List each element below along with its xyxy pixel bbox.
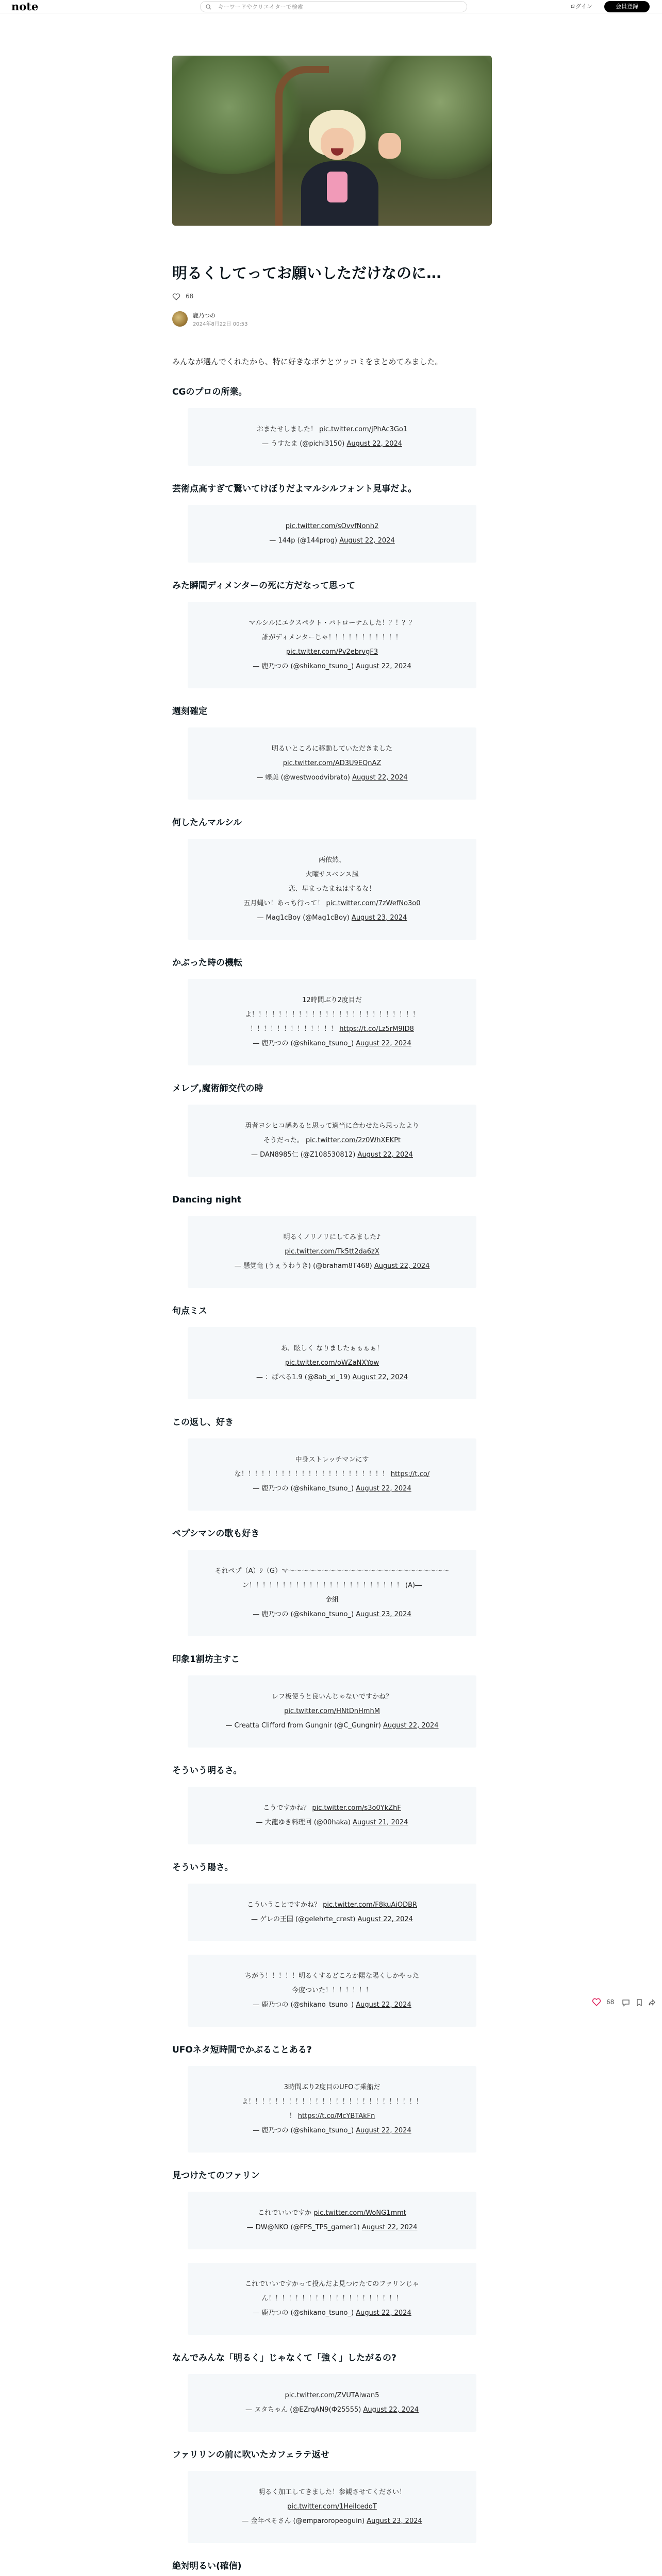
article-section	[172, 2448, 492, 2543]
section-heading: メレブ,魔術師交代の時	[172, 1083, 263, 1094]
section-heading: Dancing night	[172, 1195, 242, 1205]
search-box[interactable]	[200, 1, 467, 12]
embedded-tweet[interactable]	[188, 1884, 476, 1941]
embedded-tweet[interactable]	[188, 2192, 476, 2249]
tweet-date-link[interactable]: August 22, 2024	[352, 1374, 408, 1381]
tweet-text: ！！！！！！！！！！！！！	[250, 1025, 340, 1033]
article-section	[172, 1193, 492, 1288]
tweet-attribution	[210, 1719, 454, 1733]
tweet-author: — DW@NKO (@FPS_TPS_gamer1)	[246, 2224, 362, 2231]
tweet-text: ちがう！！！！！明るくするどころか陽な陽くしかやった	[244, 1972, 419, 1980]
tweet-text-line	[210, 853, 454, 868]
tweet-attribution	[210, 1816, 454, 1830]
tweet-date-link[interactable]: August 22, 2024	[356, 663, 411, 670]
tweet-media-link[interactable]: pic.twitter.com/oWZaNXYow	[285, 1359, 379, 1367]
tweet-author: — 鹿乃つの (@shikano_tsuno_)	[253, 663, 356, 670]
tweet-attribution	[210, 437, 454, 451]
tweet-attribution	[210, 1998, 454, 2012]
tweet-date-link[interactable]: August 22, 2024	[356, 1485, 411, 1493]
tweet-text: レフ板使うと良いんじゃないですかね？	[271, 1693, 392, 1701]
tweet-author: — Mag1cBoy (@Mag1cBoy)	[257, 914, 352, 922]
tweet-text-line	[210, 422, 454, 437]
tweet-date-link[interactable]: August 22, 2024	[363, 2406, 419, 2414]
tweet-text-line	[210, 1119, 454, 1133]
section-heading: CGのプロの所業。	[172, 387, 247, 397]
hero-image	[172, 56, 492, 226]
tweet-author: — 金年ぺそさん (@emparoropeoguin)	[242, 2517, 367, 2525]
search-input[interactable]	[218, 3, 455, 11]
bookmark-icon[interactable]	[635, 1998, 643, 2007]
tweet-text-line	[210, 2485, 454, 2500]
section-heading: UFOネタ短時間でかぶることある?	[172, 2045, 312, 2055]
tweet-text: 两依然、	[318, 856, 345, 864]
heart-icon[interactable]	[172, 293, 180, 301]
embedded-tweet[interactable]	[188, 2374, 476, 2432]
article-section	[172, 1653, 492, 1748]
section-heading: この返し、好き	[172, 1417, 234, 1428]
article-section	[172, 2560, 492, 2576]
tweet-attribution	[210, 659, 454, 674]
tweet-date-link[interactable]: August 22, 2024	[356, 1040, 411, 1047]
tweet-attribution	[210, 1148, 454, 1162]
tweet-text-line	[210, 2388, 454, 2403]
tweet-text-line	[210, 2080, 454, 2095]
tweet-text: 明るく加工してきました！参観させてください！	[258, 2488, 406, 2496]
tweet-attribution	[210, 1259, 454, 1274]
tweet-text-line	[210, 519, 454, 534]
site-header	[0, 0, 662, 13]
article-section	[172, 1764, 492, 1844]
section-heading: ペプシマンの歌も好き	[172, 1529, 260, 1539]
article	[172, 56, 492, 2576]
tweet-media-link[interactable]: pic.twitter.com/ZVUTAiwan5	[285, 2392, 379, 2399]
tweet-text-line	[210, 1230, 454, 1245]
publish-date: 2024年8月22日 00:53	[193, 321, 248, 327]
tweet-author: — うすたま (@pichi3150)	[261, 440, 347, 448]
tweet-date-link[interactable]: August 22, 2024	[356, 2127, 411, 2134]
tweet-text-line	[210, 645, 454, 659]
embedded-tweet[interactable]	[188, 2471, 476, 2543]
tweet-text-line	[210, 1969, 454, 1984]
tweet-text: 明るくノリノリにしてみました♪	[283, 1233, 381, 1241]
tweet-date-link[interactable]: August 22, 2024	[339, 537, 395, 545]
tweet-text-line	[210, 2277, 454, 2292]
tweet-text: 中身ストレッチマンにす	[295, 1456, 369, 1464]
tweet-text-line	[210, 993, 454, 1008]
embedded-tweet[interactable]	[188, 2263, 476, 2335]
tweet-text: それペプ（A）ｼ（G）マ〜〜〜〜〜〜〜〜〜〜〜〜〜〜〜〜〜〜〜〜〜〜〜〜	[214, 1567, 450, 1575]
tweet-media-link[interactable]: https://t.co/McYBTAkFn	[297, 2112, 375, 2120]
tweet-text: ん！！！！！！！！！！！！！！！！！！！！	[261, 2295, 403, 2302]
article-section	[172, 705, 492, 800]
embedded-tweet[interactable]	[188, 1550, 476, 1636]
section-heading: ファリリンの前に吹いたカフェラテ返せ	[172, 2450, 329, 2460]
tweet-text-line	[210, 1564, 454, 1579]
embedded-tweet[interactable]	[188, 1787, 476, 1844]
tweet-text-line	[210, 2109, 454, 2124]
embedded-tweet[interactable]	[188, 979, 476, 1065]
tweet-date-link[interactable]: August 22, 2024	[383, 1722, 439, 1730]
signup-button[interactable]: 会員登録	[604, 1, 650, 12]
section-heading: なんでみんな「明るく」じゃなくて「強く」したがるの?	[172, 2353, 396, 2363]
tweet-attribution	[210, 2514, 454, 2529]
tweet-media-link[interactable]: pic.twitter.com/jPhAc3Go1	[319, 426, 408, 433]
tweet-author: — 鹿乃つの (@shikano_tsuno_)	[253, 1040, 356, 1047]
tweet-media-link[interactable]: https://t.co/	[390, 1470, 430, 1478]
tweet-text-line	[210, 2095, 454, 2109]
tweet-text-line	[210, 1898, 454, 1912]
tweet-attribution	[210, 2221, 454, 2235]
article-section	[172, 1416, 492, 1511]
search-icon	[206, 4, 211, 10]
tweet-author: — 鹿乃つの (@shikano_tsuno_)	[253, 2001, 356, 2009]
tweet-date-link[interactable]: August 23, 2024	[351, 914, 407, 922]
like-icon[interactable]	[592, 1997, 601, 2007]
section-heading: 句点ミス	[172, 1306, 207, 1316]
tweet-author: — 蝶美 (@westwoodvibrato)	[256, 774, 353, 782]
note-logo[interactable]: note	[11, 0, 39, 13]
tweet-text-line	[210, 2500, 454, 2514]
article-section	[172, 385, 492, 466]
tweet-media-link[interactable]: pic.twitter.com/2z0WhXEKPt	[305, 1137, 401, 1144]
embedded-tweet[interactable]	[188, 1675, 476, 1748]
tweet-media-link[interactable]: pic.twitter.com/WoNG1mmt	[313, 2209, 406, 2217]
tweet-text: これでいいですか	[258, 2209, 314, 2217]
embedded-tweet[interactable]	[188, 1438, 476, 1511]
tweet-attribution	[210, 1482, 454, 1496]
embedded-tweet[interactable]	[188, 1955, 476, 2027]
intro-text: みんなが選んでくれたから、特に好きなポケとツッコミをまとめてみました。	[172, 357, 443, 366]
tweet-text-line	[210, 1453, 454, 1467]
tweet-text: こういうことですかね？	[246, 1901, 323, 1909]
tweet-text-line	[210, 882, 454, 896]
tweet-media-link[interactable]: pic.twitter.com/Pv2ebrvgF3	[286, 648, 378, 656]
article-section	[172, 1082, 492, 1177]
tweet-media-link[interactable]: pic.twitter.com/AD3U9EQnAZ	[283, 759, 382, 767]
article-section	[172, 1527, 492, 1636]
tweet-text: 金組	[325, 1596, 339, 1604]
tweet-media-link[interactable]: pic.twitter.com/F8kuAiODBR	[323, 1901, 418, 1909]
section-heading: 何したんマルシル	[172, 818, 242, 828]
tweet-text-line	[210, 1245, 454, 1259]
tweet-text-line	[210, 1801, 454, 1816]
section-heading: みた瞬間ディメンターの死に方だなって思って	[172, 581, 355, 591]
article-section	[172, 482, 492, 563]
tweet-media-link[interactable]: pic.twitter.com/1HeilcedoT	[287, 2503, 377, 2511]
article-section	[172, 579, 492, 688]
tweet-text: 明るいところに移動していただきました	[271, 745, 392, 753]
tweet-media-link[interactable]: pic.twitter.com/Tk5tt2da6zX	[285, 1248, 379, 1256]
tweet-text: よ！！！！！！！！！！！！！！！！！！！！！！！！！	[244, 1011, 419, 1019]
tweet-date-link[interactable]: August 22, 2024	[361, 2224, 418, 2231]
tweet-text: 五月蝿い！あっち行って！	[243, 900, 326, 907]
tweet-text-line	[210, 616, 454, 631]
tweet-date-link[interactable]: August 22, 2024	[357, 1151, 413, 1159]
section-heading: かぶった時の機転	[172, 958, 242, 968]
tweet-text-line	[210, 1133, 454, 1148]
embedded-tweet[interactable]	[188, 602, 476, 688]
section-heading: 印象1割坊主すこ	[172, 1654, 240, 1665]
tweet-author: — 鹿乃つの (@shikano_tsuno_)	[253, 1485, 356, 1493]
article-title: 明るくしてってお願いしただけなのに…	[172, 264, 442, 282]
tweet-text: あ、眩しく なりましたぁぁぁぁ！	[280, 1345, 384, 1352]
tweet-text-line	[210, 1984, 454, 1998]
article-section	[172, 1304, 492, 1399]
tweet-attribution	[210, 1912, 454, 1927]
tweet-text-line	[210, 1356, 454, 1370]
tweet-text: 勇者ヨシヒコ感あると思って適当に合わせたら思ったより	[244, 1122, 419, 1130]
like-row	[172, 292, 492, 302]
tweet-text-line	[210, 1704, 454, 1719]
tweet-media-link[interactable]: pic.twitter.com/sOvvfNonh2	[285, 522, 379, 530]
embedded-tweet[interactable]	[188, 408, 476, 466]
tweet-attribution	[210, 2306, 454, 2320]
tweet-author: — 大龍ゆき料理回 (@00haka)	[256, 1819, 353, 1826]
tweet-text-line	[210, 896, 454, 911]
article-section	[172, 956, 492, 1065]
tweet-text: おまたせしました！	[256, 426, 319, 433]
tweet-sections	[172, 385, 492, 2576]
article-section	[172, 1861, 492, 2027]
section-heading: そういう陽さ。	[172, 1862, 234, 1873]
embedded-tweet[interactable]	[188, 1327, 476, 1399]
tweet-text-line	[210, 2206, 454, 2221]
tweet-attribution	[210, 534, 454, 548]
like-count: 68	[186, 293, 194, 300]
tweet-date-link[interactable]: August 22, 2024	[374, 1262, 430, 1270]
tweet-text: 12時間ぶり2度目だ	[302, 996, 362, 1004]
tweet-text: マルシルにエクスペクト・パトローナムした！？！？？	[249, 619, 416, 627]
tweet-attribution	[210, 1370, 454, 1385]
article-section	[172, 2169, 492, 2335]
tweet-attribution	[210, 1037, 454, 1051]
floating-action-bar	[592, 1996, 659, 2009]
login-button[interactable]: ログイン	[570, 3, 592, 10]
tweet-date-link[interactable]: August 22, 2024	[356, 2001, 411, 2009]
tweet-text: よ！！！！！！！！！！！！！！！！！！！！！！！！！！	[241, 2098, 423, 2106]
tweet-date-link[interactable]: August 22, 2024	[346, 440, 403, 448]
article-section	[172, 2043, 492, 2153]
embedded-tweet[interactable]	[188, 505, 476, 563]
tweet-text: な！！！！！！！！！！！！！！！！！！！！！！	[234, 1470, 391, 1478]
tweet-attribution	[210, 1607, 454, 1622]
embedded-tweet[interactable]	[188, 839, 476, 940]
avatar[interactable]	[172, 311, 188, 327]
tweet-attribution	[210, 2124, 454, 2138]
tweet-author: — ゲレの王国 (@gelehrte_crest)	[251, 1916, 358, 1923]
share-icon[interactable]	[648, 1998, 656, 2007]
section-heading: 見つけたてのファリン	[172, 2171, 260, 2181]
tweet-text: ！	[289, 2112, 298, 2120]
tweet-text: ン！！！！！！！！！！！！！！！！！！！！！！！ (A)―	[242, 1582, 422, 1589]
tweet-date-link[interactable]: August 22, 2024	[356, 2309, 411, 2317]
tweet-text-line	[210, 756, 454, 771]
tweet-date-link[interactable]: August 23, 2024	[356, 1611, 411, 1618]
embedded-tweet[interactable]	[188, 727, 476, 800]
article-section	[172, 816, 492, 940]
tweet-date-link[interactable]: August 21, 2024	[353, 1819, 408, 1826]
tweet-text-line	[210, 1593, 454, 1607]
author-name[interactable]: 鹿乃つの	[193, 312, 216, 319]
embedded-tweet[interactable]	[188, 2066, 476, 2153]
tweet-text-line	[210, 868, 454, 882]
tweet-author: — 144p (@144prog)	[269, 537, 340, 545]
tweet-media-link[interactable]: pic.twitter.com/7zWefNo3o0	[326, 900, 421, 907]
tweet-author: — ヌタちゃん (@EZrqAN9(Ф25555)	[245, 2406, 363, 2414]
tweet-author: — 鹿乃つの (@shikano_tsuno_)	[253, 1611, 356, 1618]
comment-icon[interactable]	[622, 1998, 630, 2007]
tweet-text-line	[210, 631, 454, 645]
tweet-media-link[interactable]: pic.twitter.com/HNtDnHmhM	[284, 1707, 380, 1715]
tweet-author: — 鹿乃つの (@shikano_tsuno_)	[253, 2127, 356, 2134]
tweet-text: 誰がディメンターじゃ！！！！！！！！！！！	[262, 634, 402, 641]
embedded-tweet[interactable]	[188, 1216, 476, 1288]
tweet-text-line	[210, 2292, 454, 2306]
section-heading: そういう明るさ。	[172, 1766, 242, 1776]
tweet-media-link[interactable]: pic.twitter.com/s3o0YkZhF	[312, 1804, 401, 1812]
tweet-text-line	[210, 1690, 454, 1704]
article-section	[172, 2351, 492, 2432]
tweet-text-line	[210, 1008, 454, 1022]
tweet-text-line	[210, 1579, 454, 1593]
tweet-text: これでいいですかって投んだよ見つけたてのファリンじゃ	[245, 2280, 419, 2288]
section-heading: 週刻確定	[172, 706, 207, 717]
tweet-text: 3時間ぶり2度目のUFOご乗船だ	[284, 2083, 380, 2091]
tweet-media-link[interactable]: https://t.co/Lz5rM9ID8	[339, 1025, 414, 1033]
tweet-author: — Creatta Clifford from Gungnir (@C_Gungnir)	[225, 1722, 384, 1730]
floating-like-count: 68	[606, 1998, 615, 2006]
tweet-date-link[interactable]: August 23, 2024	[367, 2517, 422, 2525]
tweet-author: — ：ぱぺる1.9 (@8ab_xi_19)	[256, 1374, 353, 1381]
tweet-text-line	[210, 1022, 454, 1037]
tweet-text: そうだった。	[263, 1137, 306, 1144]
tweet-attribution	[210, 2403, 454, 2417]
tweet-author: — DAN8985仁 (@Z108530812)	[251, 1151, 358, 1159]
tweet-text-line	[210, 1342, 454, 1356]
tweet-text-line	[210, 1467, 454, 1482]
author-block[interactable]	[172, 310, 492, 330]
tweet-text: 恋、早まったまねはするな！	[288, 885, 376, 893]
tweet-attribution	[210, 911, 454, 925]
tweet-author: — 懸覚竜 (うぇうわうき) (@braham8T468)	[234, 1262, 374, 1270]
tweet-text-line	[210, 742, 454, 756]
embedded-tweet[interactable]	[188, 1105, 476, 1177]
section-heading: 絶対明るい(確信)	[172, 2561, 242, 2571]
tweet-text: 火曜サスペンス風	[305, 871, 359, 878]
tweet-text: こうですかね？	[263, 1804, 312, 1812]
tweet-date-link[interactable]: August 22, 2024	[357, 1916, 413, 1923]
tweet-date-link[interactable]: August 22, 2024	[352, 774, 408, 782]
tweet-author: — 鹿乃つの (@shikano_tsuno_)	[253, 2309, 356, 2317]
tweet-attribution	[210, 771, 454, 785]
section-heading: 芸術点高すぎて驚いてけぼりだよマルシルフォント見事だよ。	[172, 484, 417, 494]
tweet-text: 今度ついた！！！！！！！	[291, 1987, 372, 1994]
